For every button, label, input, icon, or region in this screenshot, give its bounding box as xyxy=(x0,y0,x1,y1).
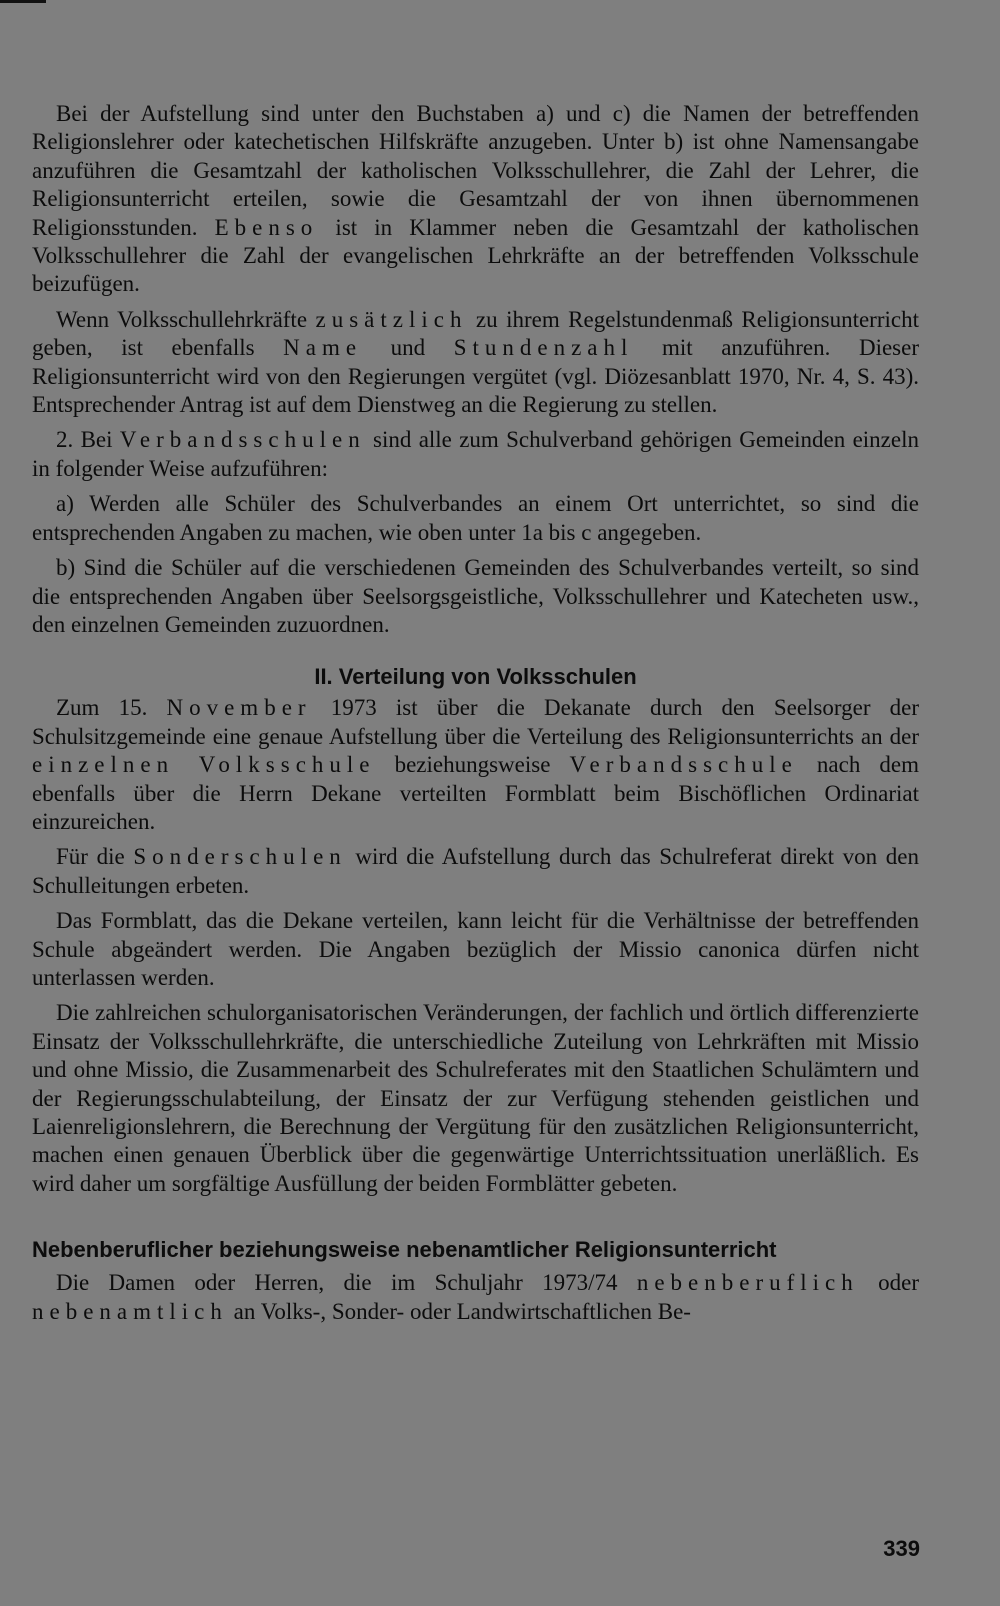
paragraph-deadline: Zum 15. November 1973 ist über die Dekanate durch den Seelsorger der Schulsitzgemeinde eine genaue Aufstellung über die Verteilung des Religionsunterrichts an der einzelnen Volksschule beziehungsweise Verbandsschule nach dem ebenfalls über die Herrn Dekane verteilten Formblatt beim Bischöflichen Ordinariat einzureichen. xyxy=(32,695,919,834)
paragraph-verbandsschulen: 2. Bei Verbandsschulen sind alle zum Schulverband gehörigen Gemeinden einzeln in folgender Weise aufzuführen: xyxy=(32,427,919,481)
subsection-heading: Nebenberuflicher beziehungsweise nebenamtlicher Religionsunterricht xyxy=(32,1237,777,1263)
scan-edge-mark xyxy=(0,0,46,3)
paragraph-sonderschulen: Für die Sonderschulen wird die Aufstellung durch das Schulreferat direkt von den Schulleitungen erbeten. xyxy=(32,844,919,898)
section-heading: II. Verteilung von Volksschulen xyxy=(314,664,637,690)
paragraph-item-b: b) Sind die Schüler auf die verschiedenen Gemeinden des Schulverbandes verteilt, so sind die entsprechenden Angaben über Seelsorgsgeistliche, Volksschullehrer und Katecheten usw., den einzelnen Gemeinden zuzuordnen. xyxy=(32,555,919,637)
paragraph-listing-instructions: Bei der Aufstellung sind unter den Buchstaben a) und c) die Namen der betreffenden Religionslehrer oder katechetischen Hilfskräfte anzugeben. Unter b) ist ohne Namensangabe anzuführen die Gesamtzahl der katholischen Volksschullehrer, die Zahl der Lehrer, die Religionsunterricht erteilen, sowie die Gesamtzahl der von ihnen übernommenen Religionsstunden. Ebenso ist in Klammer neben die Gesamtzahl der katholischen Volksschullehrer die Zahl der evangelischen Lehrkräfte an der betreffenden Volksschule beizufügen. xyxy=(32,101,919,297)
spaced-emphasis: November xyxy=(166,695,312,721)
spaced-emphasis: nebenberuflich xyxy=(636,1270,859,1296)
spaced-emphasis: einzelnen Volksschule xyxy=(32,752,376,778)
spaced-emphasis: Name xyxy=(283,335,363,361)
spaced-emphasis: zusätzlich xyxy=(315,306,468,332)
spaced-emphasis: Stundenzahl xyxy=(453,335,634,361)
paragraph-formblatt: Das Formblatt, das die Dekane verteilen, kann leicht für die Verhältnisse der betreffenden Schule abgeändert werden. Die Angaben bezüglich der Missio canonica dürfen nicht unterlassen werden. xyxy=(32,908,919,990)
spaced-emphasis: Verbandsschule xyxy=(569,752,798,778)
spaced-emphasis: Sonderschulen xyxy=(133,844,347,870)
paragraph-overview: Die zahlreichen schulorganisatorischen Veränderungen, der fachlich und örtlich differenzierte Einsatz der Volksschullehrkräfte, die unterschiedliche Zuteilung von Lehrkräften mit Missio und ohne Missio, die Zusammenarbeit des Schulreferates mit den Staatlichen Schulämtern und der Regierungsschulabteilung, der Einsatz der zur Verfügung stehenden geistlichen und Laienreligionslehrern, die Berechnung der Vergütung für den zusätzlichen Religionsunterricht, machen einen genauen Überblick über die gegenwärtige Unterrichtssituation unerläßlich. Es wird daher um sorgfältige Ausfüllung der beiden Formblätter gebeten. xyxy=(32,1000,919,1196)
document-page xyxy=(32,100,919,1326)
spaced-emphasis: Verbandsschulen xyxy=(119,427,366,453)
spaced-emphasis: Ebenso xyxy=(214,214,319,240)
page-number: 339 xyxy=(883,1536,920,1561)
spaced-emphasis: nebenamtlich xyxy=(32,1298,228,1324)
paragraph-item-a: a) Werden alle Schüler des Schulverbandes an einem Ort unterrichtet, so sind die entsprechenden Angaben zu machen, wie oben unter 1a bis c angegeben. xyxy=(32,491,919,545)
paragraph-part-time: Die Damen oder Herren, die im Schuljahr 1973/74 nebenberuflich oder nebenamtlich an Volks-, Sonder- oder Landwirtschaftlichen Be- xyxy=(32,1270,919,1324)
paragraph-additional-lessons: Wenn Volksschullehrkräfte zusätzlich zu ihrem Regelstundenmaß Religionsunterricht geben, ist ebenfalls Name und Stundenzahl mit anzuführen. Dieser Religionsunterricht wird von den Regierungen vergütet (vgl. Diözesanblatt 1970, Nr. 4, S. 43). Entsprechender Antrag ist auf dem Dienstweg an die Regierung zu stellen. xyxy=(32,306,919,418)
